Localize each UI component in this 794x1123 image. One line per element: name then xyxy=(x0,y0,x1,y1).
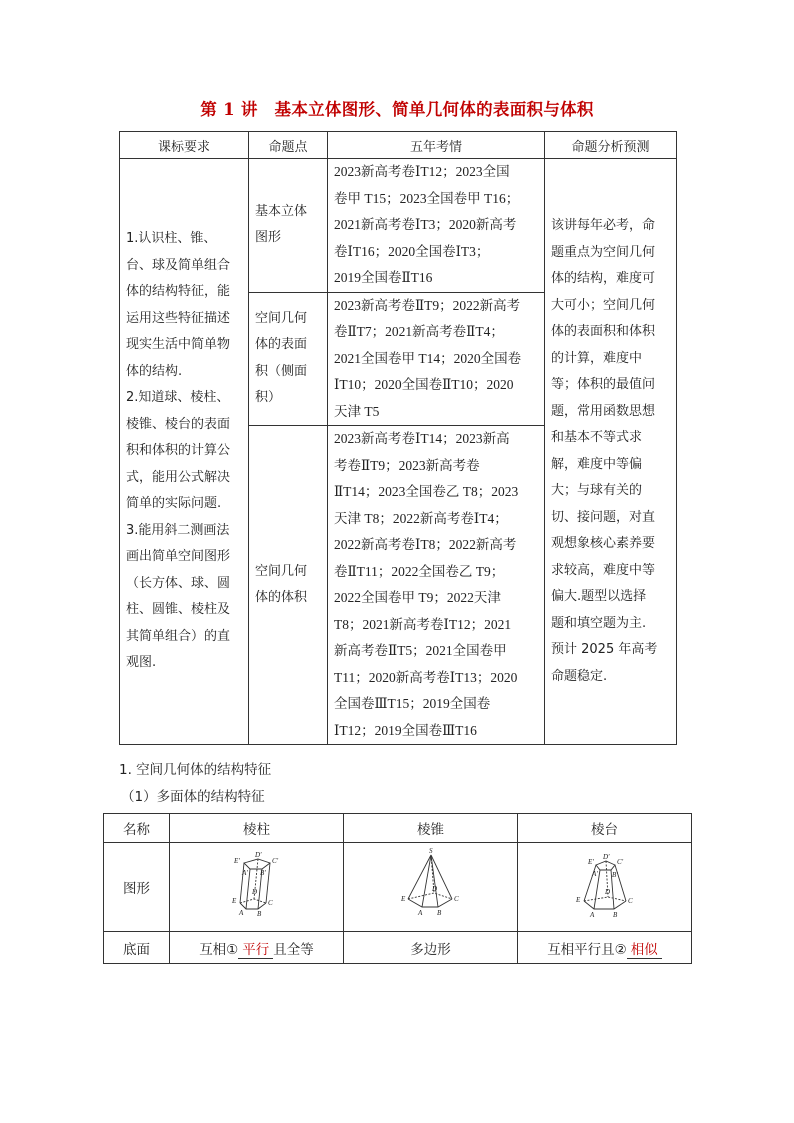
header-requirements: 课标要求 xyxy=(120,132,249,159)
svg-text:B′: B′ xyxy=(259,869,266,877)
frustum-base-blank: 相似 xyxy=(627,942,662,959)
svg-text:A: A xyxy=(589,911,594,919)
col-frustum: 棱台 xyxy=(518,814,692,843)
pyramid-figure-cell xyxy=(344,843,518,932)
svg-text:D: D xyxy=(251,888,257,896)
exams-surface-area: 2023新高考卷ⅡT9；2022新高考 卷ⅡT7；2021新高考卷ⅡT4； 2021全国卷甲 T14；2020全国卷 ⅠT10；2020全国卷ⅡT10；2020 天津 T5 xyxy=(328,292,545,426)
prism-base-cell: 互相① 平行 且全等 xyxy=(170,932,344,964)
svg-text:E′: E′ xyxy=(587,858,594,866)
prism-base-blank: 平行 xyxy=(238,942,273,959)
subsection-heading: （1）多面体的结构特征 xyxy=(121,789,265,805)
svg-text:B′: B′ xyxy=(611,871,618,879)
svg-text:E: E xyxy=(231,897,236,905)
svg-text:C: C xyxy=(267,899,273,907)
svg-text:A′: A′ xyxy=(241,869,248,877)
prism-figure xyxy=(222,849,292,921)
curriculum-table xyxy=(119,131,677,745)
header-point: 命题点 xyxy=(249,132,328,159)
svg-text:C′: C′ xyxy=(271,857,278,865)
section-heading: 1. 空间几何体的结构特征 xyxy=(119,762,272,778)
svg-text:E: E xyxy=(400,895,405,903)
frustum-figure xyxy=(570,849,640,921)
svg-text:D′: D′ xyxy=(602,853,610,861)
requirements-text: 1.认识柱、锥、 台、球及简单组合 体的结构特征，能 运用这些特征描述 现实生活中简单物 体的结构. 2.知道球、棱柱、 棱锥、棱台的表面 积和体积的计算公 式，能用公式解决 简单的实际问题. 3.能用斜二测画法 画出简单空间图形 （长方体、球、圆 柱、圆锥、棱柱及 其简单组合）的直 观图. xyxy=(126,231,231,671)
row-figure-label: 图形 xyxy=(104,843,170,932)
col-prism: 棱柱 xyxy=(170,814,344,843)
point-volume: 空间几何 体的体积 xyxy=(249,426,328,745)
polyhedra-table xyxy=(103,813,692,964)
prism-figure-cell xyxy=(170,843,344,932)
frustum-base-cell: 互相平行且② 相似 xyxy=(518,932,692,964)
pyramid-base-cell: 多边形 xyxy=(344,932,518,964)
requirements-cell xyxy=(120,159,249,745)
svg-text:A: A xyxy=(238,909,243,917)
col-pyramid: 棱锥 xyxy=(344,814,518,843)
svg-text:C: C xyxy=(627,897,633,905)
header-exams: 五年考情 xyxy=(328,132,545,159)
point-surface-area: 空间几何 体的表面 积（侧面 积） xyxy=(249,292,328,426)
svg-text:E′: E′ xyxy=(233,857,240,865)
page-title: 第 1 讲 基本立体图形、简单几何体的表面积与体积 xyxy=(200,100,594,119)
col-name-label: 名称 xyxy=(104,814,170,843)
point-basic-solids: 基本立体 图形 xyxy=(249,159,328,293)
svg-text:D: D xyxy=(604,888,610,896)
exams-basic-solids: 2023新高考卷ⅠT12；2023全国 卷甲 T15；2023全国卷甲 T16； 2021新高考卷ⅠT3；2020新高考 卷ⅠT16；2020全国卷ⅠT3； 2019全国卷ⅡT16 xyxy=(328,159,545,293)
svg-text:B: B xyxy=(256,910,261,918)
header-prediction: 命题分析预测 xyxy=(545,132,677,159)
svg-text:E: E xyxy=(575,896,580,904)
svg-text:C: C xyxy=(453,895,459,903)
prism-label: D′ xyxy=(254,851,262,859)
svg-text:S: S xyxy=(428,847,432,855)
frustum-figure-cell xyxy=(518,843,692,932)
svg-text:B: B xyxy=(436,909,441,917)
svg-text:D: D xyxy=(431,885,437,893)
svg-text:A: A xyxy=(417,909,422,917)
svg-text:C′: C′ xyxy=(616,858,623,866)
svg-text:A′: A′ xyxy=(591,870,598,878)
pyramid-figure xyxy=(396,847,466,923)
row-base-label: 底面 xyxy=(104,932,170,964)
svg-text:B: B xyxy=(612,911,617,919)
exams-volume: 2023新高考卷ⅠT14；2023新高 考卷ⅡT9；2023新高考卷 ⅡT14；2023全国卷乙 T8；2023 天津 T8；2022新高考卷ⅠT4； 2022新高考卷ⅠT8；2022新高考 卷ⅡT11；2022全国卷乙 T9； 2022全国卷甲 T9；2022天津 T8；2021新高考卷ⅠT12；2021 新高考卷ⅡT5；2021全国卷甲 T11；2020新高考卷ⅠT13；2020 全国卷ⅢT15；2019全国卷 ⅠT12；2019全国卷ⅢT16 xyxy=(328,426,545,745)
prediction-cell: 该讲每年必考，命 题重点为空间几何 体的结构，难度可 大可小；空间几何 体的表面积和体积 的计算，难度中 等；体积的最值问 题，常用函数思想 和基本不等式求 解，难度中等偏 大；与球有关的 切、接问题，对直 观想象核心素养要 求较高，难度中等 偏大.题型以选择 题和填空题为主. 预计 2025 年高考 命题稳定. xyxy=(545,159,677,745)
